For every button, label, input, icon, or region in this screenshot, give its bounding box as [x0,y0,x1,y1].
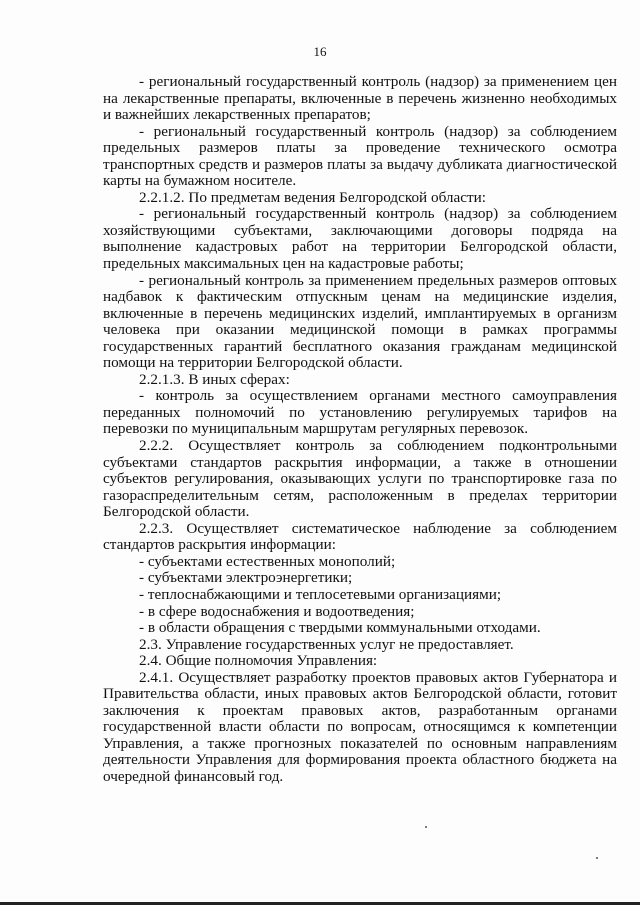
paragraph: 2.4. Общие полномочия Управления: [139,652,378,670]
document-body [103,74,617,786]
paragraph: - региональный государственный контроль (надзор) за соблюдением предельных размеров платы за проведение технического осмотра транспортных средств и размеров платы за выдачу дубликата диагностической карты на бумажном носителе. [103,122,617,190]
paragraph: - субъектами естественных монополий; [139,552,396,570]
paragraph: 2.2.2. Осуществляет контроль за соблюдением подконтрольными субъектами стандартов раскрытия информации, а также в отношении субъектов регулирования, оказывающих услуги по транспортировке газа по газораспределительным сетям, расположенным в пределах территории Белгородской области. [103,437,617,521]
paragraph: 2.4.1. Осуществляет разработку проектов правовых актов Губернатора и Правительства области, иных правовых актов Белгородской области, готовит заключения к проектам правовых актов, разработанным органами государственной власти области по вопросам, относящимся к компетенции Управления, а также прогнозных показателей по основным направлениям деятельности Управления для формирования проекта областного бюджета на очередной финансовый год. [103,668,617,785]
paragraph: 2.2.1.3. В иных сферах: [139,370,290,388]
paragraph: - субъектами электроэнергетики; [139,569,353,587]
paragraph: - контроль за осуществлением органами местного самоуправления переданных полномочий по установлению регулируемых тарифов на перевозки по муниципальным маршрутам регулярных перевозок. [103,387,617,438]
paragraph: - в области обращения с твердыми коммунальными отходами. [139,619,541,637]
page-number: 16 [313,44,327,59]
paragraph: - в сфере водоснабжения и водоотведения; [139,602,415,620]
paragraph: - региональный контроль за применением предельных размеров оптовых надбавок к фактическим отпускным ценам на медицинские изделия, включенные в перечень медицинских изделий, имплантируемых в организм человека при оказании медицинской помощи в рамках программы государственных гарантий бесплатного оказания гражданам медицинской помощи на территории Белгородской области. [103,271,617,372]
paragraph: 2.3. Управление государственных услуг не предоставляет. [139,635,514,653]
paragraph: 2.2.1.2. По предметам ведения Белгородской области: [139,188,486,206]
paragraph: - теплоснабжающими и теплосетевыми организациями; [139,585,502,603]
scan-speck [596,857,598,859]
paragraph: - региональный государственный контроль (надзор) за применением цен на лекарственные препараты, включенные в перечень жизненно необходимых и важнейших лекарственных препаратов; [103,73,617,124]
paragraph: 2.2.3. Осуществляет систематическое наблюдение за соблюдением стандартов раскрытия информации: [103,519,617,554]
paragraph: - региональный государственный контроль (надзор) за соблюдением хозяйствующими субъектами, заключающими договоры подряда на выполнение кадастровых работ на территории Белгородской области, предельных максимальных цен на кадастровые работы; [103,205,617,273]
scan-speck [425,826,427,828]
